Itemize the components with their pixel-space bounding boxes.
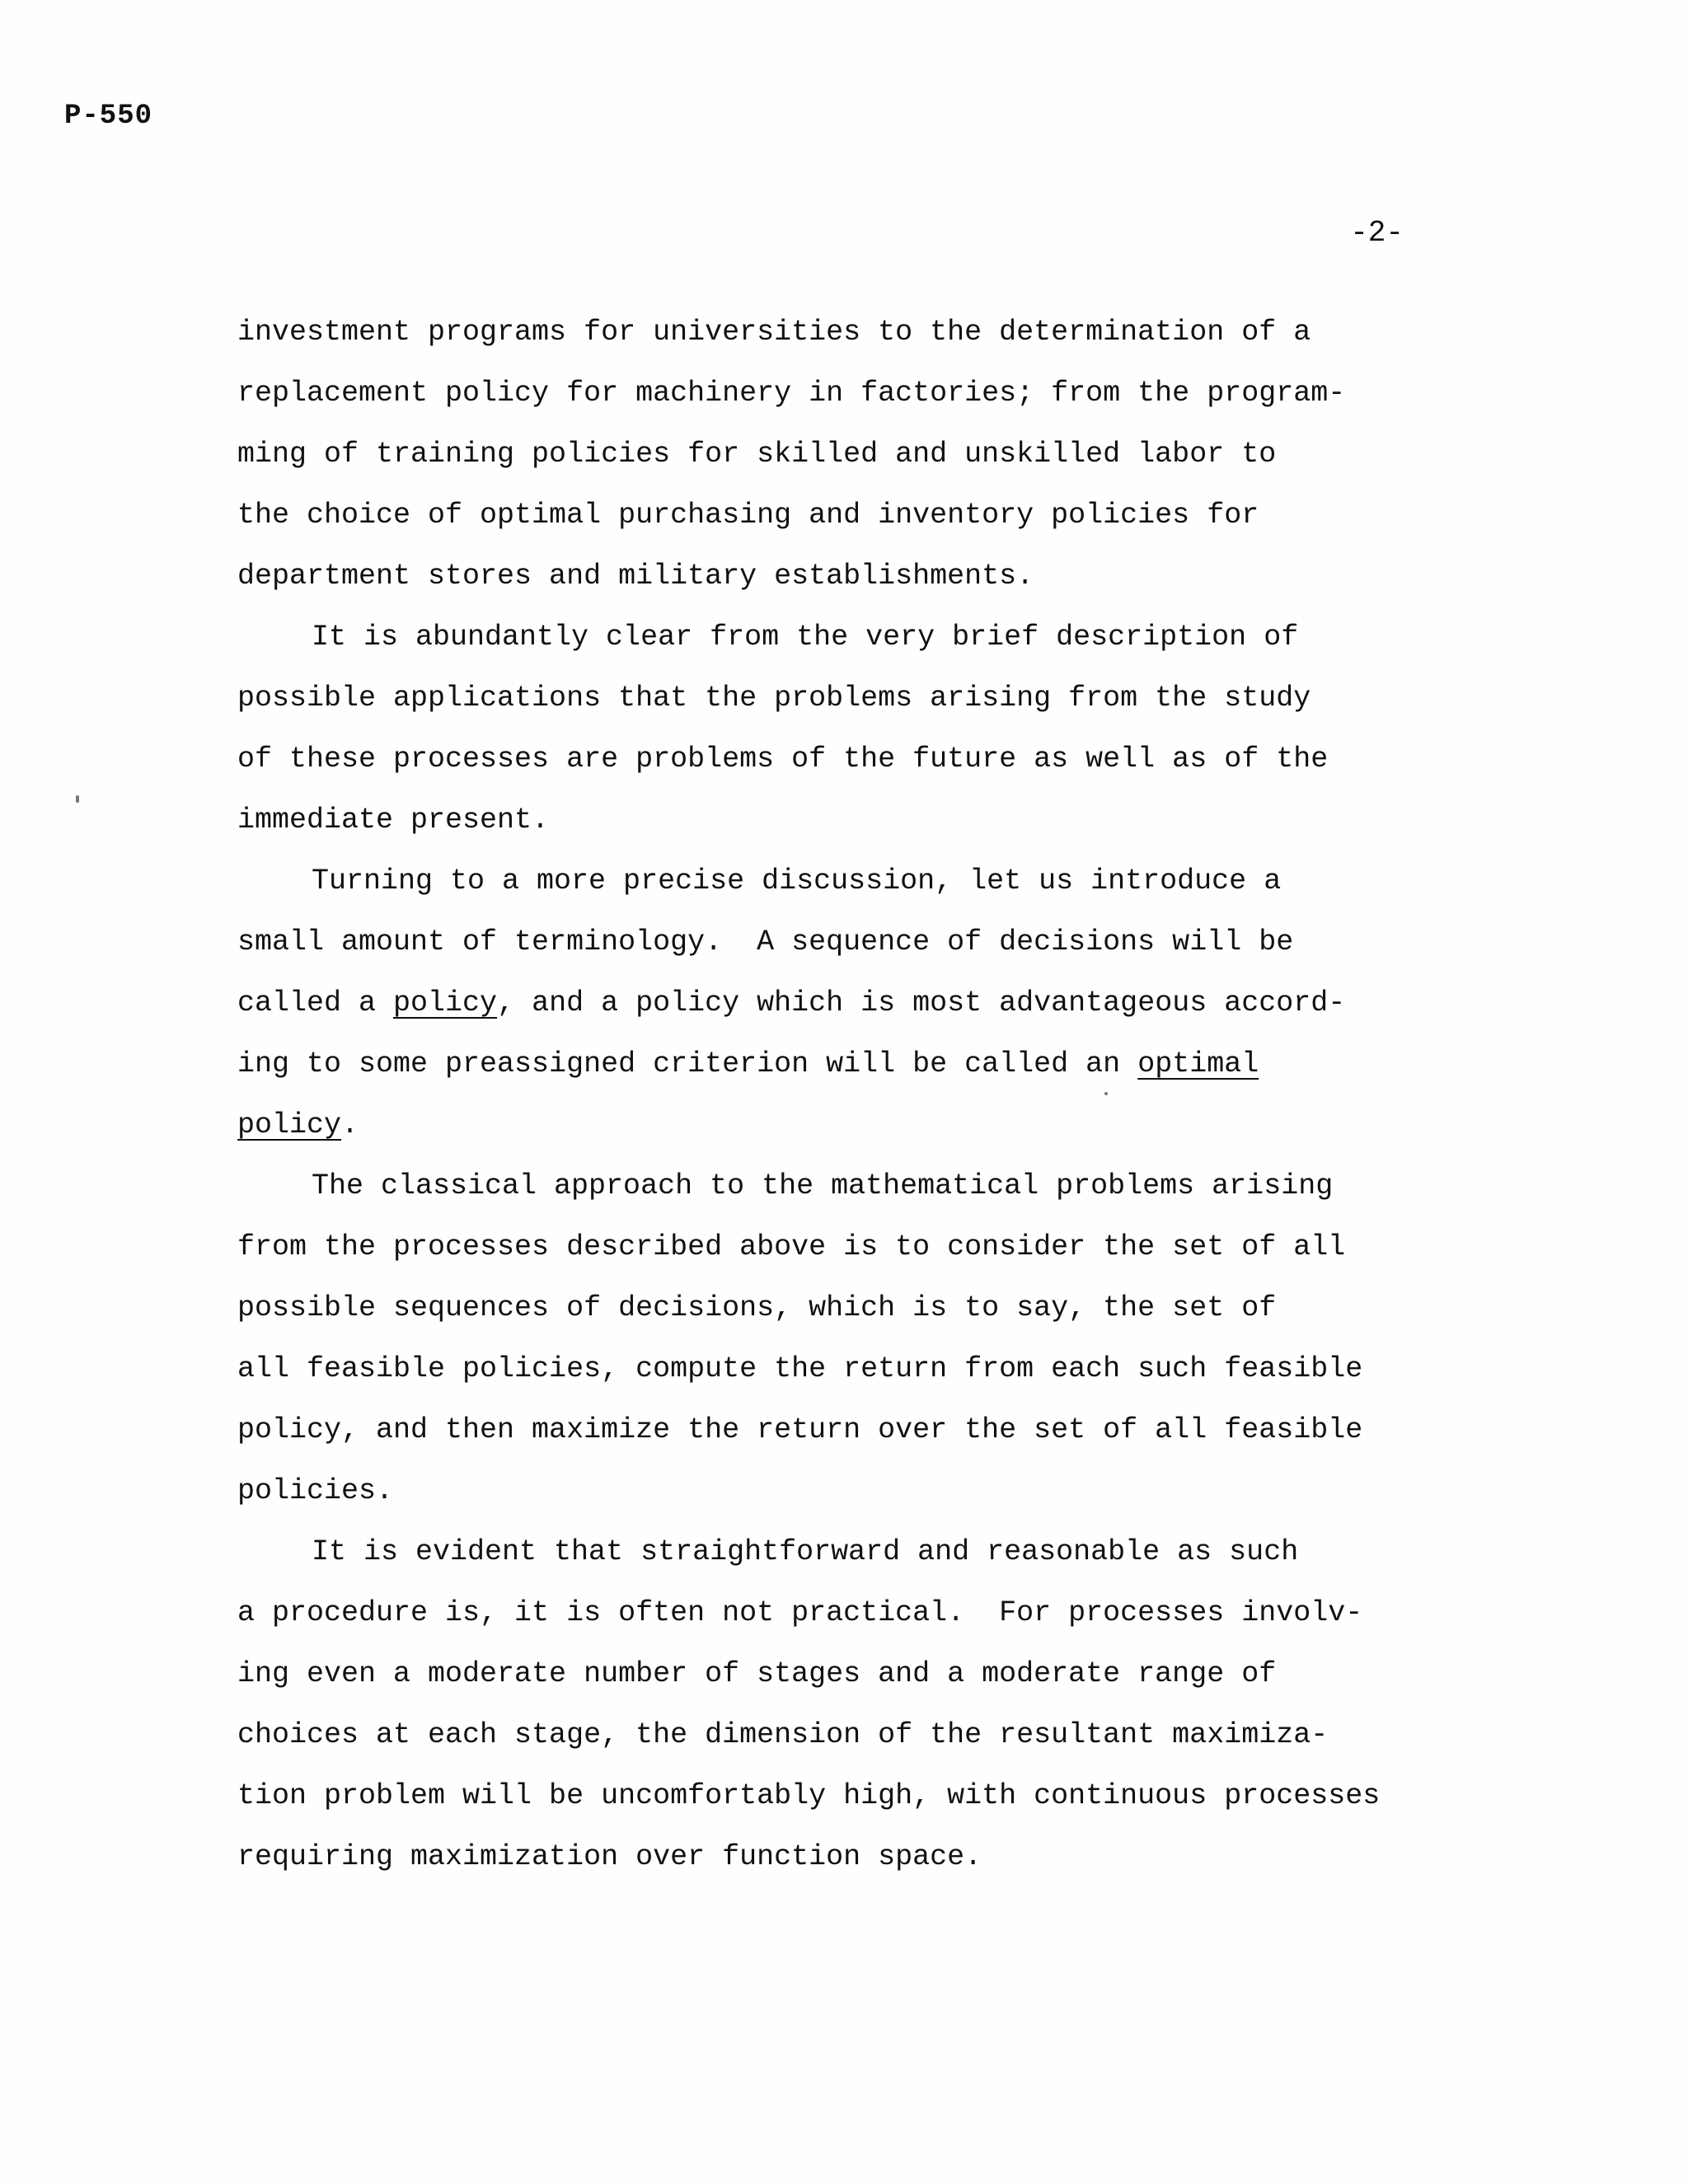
paragraph-2-line-2: possible applications that the problems arising from the study (237, 682, 1311, 715)
paragraph-2-line-3: of these processes are problems of the future as well as of the (237, 743, 1329, 776)
paragraph-4-line-3: possible sequences of decisions, which is to say, the set of (237, 1291, 1277, 1324)
paragraph-4-line-2: from the processes described above is to consider the set of all (237, 1230, 1346, 1263)
scan-speck (1104, 1092, 1108, 1095)
paragraph-5-line-5: tion problem will be uncomfortably high, with continuous processes (237, 1779, 1381, 1812)
paragraph-2-line-1: It is abundantly clear from the very brief description of (312, 621, 1299, 654)
paragraph-1-line-4: the choice of optimal purchasing and inventory policies for (237, 499, 1259, 532)
paragraph-5-line-3: ing even a moderate number of stages and a moderate range of (237, 1657, 1277, 1690)
paragraph-3-line-2: small amount of terminology. A sequence of decisions will be (237, 926, 1294, 958)
paragraph-1-line-5: department stores and military establishments. (237, 560, 1034, 593)
term-optimal-policy: policy (237, 1108, 342, 1141)
document-id: P-550 (64, 101, 153, 132)
paragraph-5-line-2: a procedure is, it is often not practical. For processes involv- (237, 1596, 1363, 1629)
paragraph-3-line-1: Turning to a more precise discussion, let us introduce a (312, 865, 1282, 898)
paragraph-2-line-4: immediate present. (237, 804, 550, 837)
text-segment: ing to some preassigned criterion will be called an (237, 1047, 1138, 1080)
text-segment: , and a policy which is most advantageous accord- (497, 987, 1346, 1019)
body-text (237, 302, 1457, 1887)
term-optimal: optimal (1137, 1047, 1259, 1080)
paragraph-3-line-5 (237, 1094, 1457, 1155)
text-segment: . (341, 1108, 359, 1141)
term-policy: policy (393, 987, 498, 1019)
paragraph-4-line-4: all feasible policies, compute the return from each such feasible (237, 1352, 1363, 1385)
paragraph-1-line-2: replacement policy for machinery in factories; from the program- (237, 377, 1346, 410)
text-segment: called a (237, 987, 394, 1019)
paragraph-4-line-5: policy, and then maximize the return over the set of all feasible (237, 1413, 1363, 1446)
paragraph-5-line-1: It is evident that straightforward and reasonable as such (312, 1535, 1299, 1568)
paragraph-5-line-6: requiring maximization over function space. (237, 1840, 982, 1873)
paragraph-3-line-3 (237, 972, 1457, 1033)
paragraph-4-line-6: policies. (237, 1474, 394, 1507)
paragraph-1-line-1: investment programs for universities to the determination of a (237, 316, 1311, 349)
paragraph-1-line-3: ming of training policies for skilled and unskilled labor to (237, 438, 1277, 471)
paragraph-5-line-4: choices at each stage, the dimension of the resultant maximiza- (237, 1718, 1329, 1751)
page-number: -2- (1350, 216, 1404, 250)
paragraph-3-line-4 (237, 1033, 1457, 1094)
paragraph-4-line-1: The classical approach to the mathematical problems arising (312, 1169, 1334, 1202)
scan-speck (76, 795, 79, 803)
